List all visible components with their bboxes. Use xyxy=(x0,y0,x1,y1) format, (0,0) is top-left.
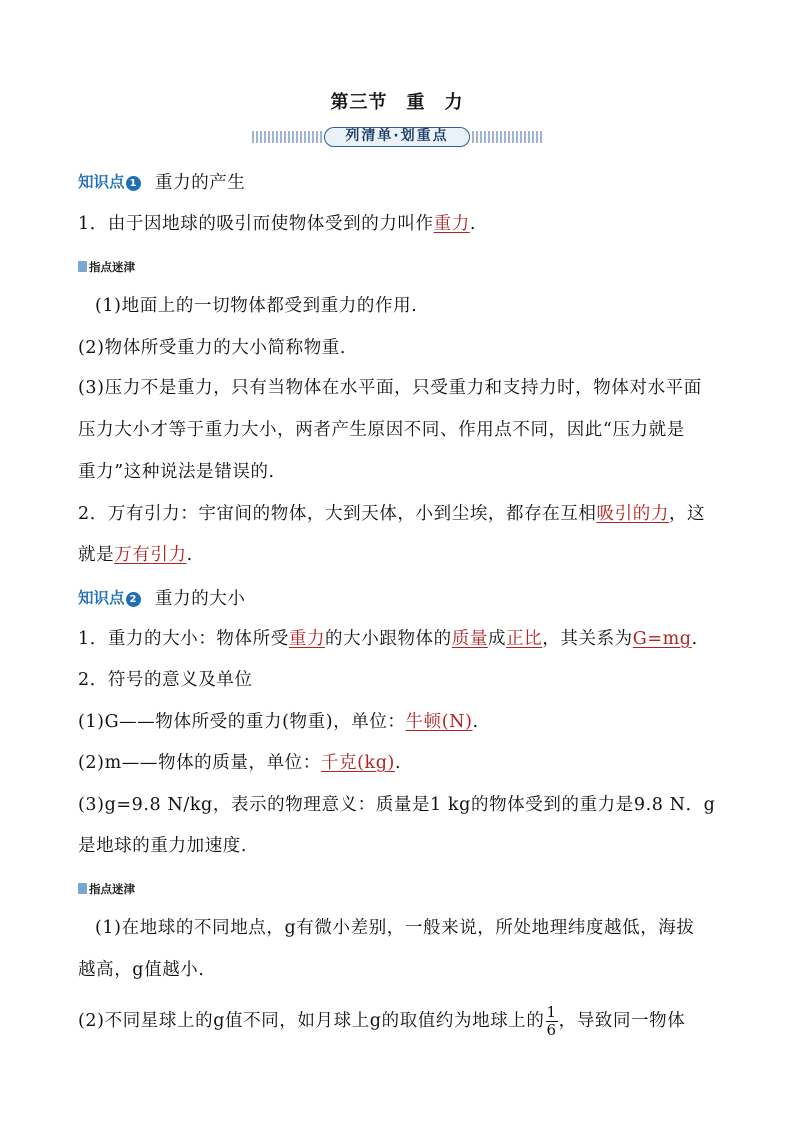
tip1-line-1: (1)地面上的一切物体都受到重力的作用. xyxy=(95,296,418,316)
banner-stripe-right xyxy=(472,131,542,143)
answer-proportional: 正比 xyxy=(506,629,543,649)
answer-formula: G=mg xyxy=(632,629,692,649)
kp2-item-1 xyxy=(78,627,698,651)
text: (2)不同星球上的g值不同，如月球上g的取值约为地球上的 xyxy=(78,1011,545,1031)
kp2-item-2: 2．符号的意义及单位 xyxy=(78,670,253,690)
knowledge-point-2-title: 重力的大小 xyxy=(155,589,246,609)
kp2-g-value-line-2: 是地球的重力加速度. xyxy=(78,836,248,856)
knowledge-point-number-badge: 2 xyxy=(126,592,141,607)
page-title: 第三节 重 力 xyxy=(330,92,464,113)
banner-stripe-left xyxy=(252,131,322,143)
kp1-item-1 xyxy=(78,212,476,236)
text: 2．万有引力：宇宙间的物体，大到天体，小到尘埃，都存在互相 xyxy=(78,504,597,524)
text: 1．由于因地球的吸引而使物体受到的力叫作 xyxy=(78,214,434,234)
tip2-line-1: (1)在地球的不同地点，g有微小差别，一般来说，所处地理纬度越低，海拔 xyxy=(95,918,695,938)
knowledge-point-number-badge: 1 xyxy=(126,176,141,191)
text: . xyxy=(394,753,402,773)
kp2-symbol-g xyxy=(78,710,479,734)
text: 就是 xyxy=(78,545,115,565)
answer-kilogram: 千克(kg) xyxy=(320,753,395,773)
section-banner xyxy=(252,127,542,147)
kp1-item-2-cont xyxy=(78,543,193,567)
tip2-line-3 xyxy=(78,1004,685,1039)
tip-label: 指点迷津 xyxy=(89,260,135,274)
answer-mass: 质量 xyxy=(451,629,488,649)
text: . xyxy=(469,214,477,234)
knowledge-point-text: 知识点 xyxy=(78,589,125,607)
text: (1)G——物体所受的重力(物重)，单位： xyxy=(78,712,406,732)
tip1-line-4: 压力大小才等于重力大小，两者产生原因不同、作用点不同，因此“压力就是 xyxy=(78,420,685,440)
answer-attraction: 吸引的力 xyxy=(596,504,669,524)
text: ，其关系为 xyxy=(542,629,633,649)
tip1-line-2: (2)物体所受重力的大小简称物重. xyxy=(78,338,347,358)
text: 成 xyxy=(487,629,507,649)
tip1-line-3: (3)压力不是重力，只有当物体在水平面，只受重力和支持力时，物体对水平面 xyxy=(78,378,702,398)
tip-header-1 xyxy=(78,259,135,275)
tip-label: 指点迷津 xyxy=(89,882,135,896)
answer-universal-gravitation: 万有引力 xyxy=(114,545,187,565)
text: . xyxy=(691,629,698,649)
text: . xyxy=(472,712,479,732)
tip-header-2 xyxy=(78,881,135,897)
answer-newton: 牛顿(N) xyxy=(405,712,473,732)
text: . xyxy=(186,545,193,565)
text: ，导致同一物体 xyxy=(558,1011,686,1031)
text: ，这 xyxy=(668,504,706,524)
kp2-symbol-m xyxy=(78,751,401,775)
knowledge-point-2-label xyxy=(78,586,141,608)
tip1-line-5: 重力”这种说法是错误的. xyxy=(78,462,275,482)
text: (2)m——物体的质量，单位： xyxy=(78,753,321,773)
answer-gravity: 重力 xyxy=(433,214,470,234)
knowledge-point-text: 知识点 xyxy=(78,173,125,191)
answer-gravity: 重力 xyxy=(288,629,326,649)
kp2-g-value-line-1: (3)g=9.8 N/kg，表示的物理意义：质量是1 kg的物体受到的重力是9.8 N．g xyxy=(78,795,716,815)
knowledge-point-1-label xyxy=(78,170,141,192)
banner-label: 列清单·划重点 xyxy=(324,127,470,147)
tip-icon xyxy=(78,883,87,894)
tip-icon xyxy=(78,261,87,272)
kp1-item-2 xyxy=(78,502,705,526)
text: 1．重力的大小：物体所受 xyxy=(78,629,289,649)
knowledge-point-1-title: 重力的产生 xyxy=(155,173,246,193)
fraction-one-sixth xyxy=(546,1004,558,1039)
text: 的大小跟物体的 xyxy=(325,629,452,649)
fraction-denominator: 6 xyxy=(546,1021,557,1039)
fraction-numerator: 1 xyxy=(546,1003,557,1021)
tip2-line-2: 越高，g值越小. xyxy=(78,960,205,980)
